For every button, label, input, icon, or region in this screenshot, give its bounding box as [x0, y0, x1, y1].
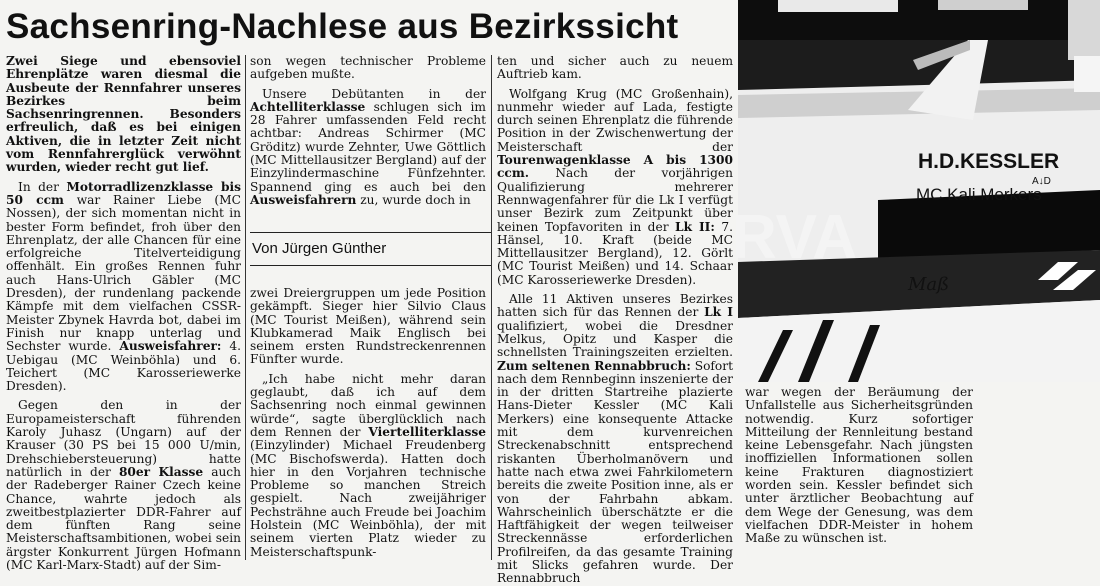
column-divider	[491, 55, 492, 560]
race-car-illustration	[732, 0, 1100, 382]
paragraph-50ccm	[6, 181, 241, 394]
article-column-4	[745, 386, 973, 567]
class-name: Lk II:	[675, 219, 715, 234]
paragraph-viertelliter	[250, 373, 486, 559]
class-name: 80er Klasse	[118, 464, 204, 479]
text: Gegen den in der Europameisterschaft führenden Karoly Juhasz (Ungarn) auf der Krauser (30 PS bei 15 000 U/min, Drehschiebersteuerung) hatte natürlich in der	[6, 398, 241, 479]
club-text: MC Kali Merkers	[916, 185, 1042, 204]
paragraph-rennabbruch-end: war wegen der Beräumung der Unfallstelle aus Sicherheitsgründen notwendig. Kurz sofortiger Mitteilung der Rennleitung bestand keine Lebensgefahr. Nach jüngsten inoffiziellen Informationen sollen keine Frakturen diagnostiziert worden sein. Kessler befindet sich unter ärztlicher Beobachtung auf dem Wege der Genesung, was dem vielfachen DDR-Meister in hohem Maße zu wünschen ist.	[745, 385, 973, 546]
paragraph-dreiergruppen: zwei Dreiergruppen um jede Position gekämpft. Sieger hier Silvio Claus (MC Tourist Meißen), während sein Klubkamerad Maik Englisch bei seinem ersten Rundstreckenrennen Fünfter wurde.	[250, 286, 486, 367]
paragraph-continuation: son wegen technischer Probleme aufgeben mußte.	[250, 54, 486, 82]
paragraph-80er	[6, 399, 241, 572]
paragraph-continuation: ten und sicher auch zu neuem Auftrieb kam.	[497, 54, 733, 82]
text: Alle 11 Aktiven unseres Bezirkes hatten sich für das Rennen der	[497, 292, 733, 320]
text: 7. Hänsel, 10. Kraft (beide MC Mittellausitzer Bergland), 12. Görlt (MC Tourist Meißen) und 14. Schaar (MC Karosseriewerke Dresden).	[497, 219, 733, 287]
text: qualifiziert, wobei die Dresdner Melkus, Opitz und Kasper die schnellsten Trainingszeiten erzielten.	[497, 318, 733, 360]
article-headline: Sachsenring-Nachlese aus Bezirkssicht	[6, 7, 679, 46]
class-name: Viertelliterklasse	[368, 424, 486, 439]
class-name: Lk I	[704, 305, 733, 320]
article-column-2-top	[250, 55, 486, 227]
text: auch der Radeberger Rainer Czech keine Chance, wahrte jedoch als zweitbestplazierter DDR-Fahrer auf dem fünften Rang seine Meisterschaftsambitionen, wobei sein ärgster Konkurrent Jürgen Hofmann (MC Karl-Marx-Stadt) auf der Sim-	[6, 464, 241, 572]
text: (Einzylinder) Michael Freudenberg (MC Bischofswerda). Hatten doch hier in den Vorjahren technische Probleme so manchen Streich gespielt. Nach zweijähriger Pechsträhne auch Freude bei Joachim Holstein (MC Weinböhla), der mit seinem vierten Platz wieder zu Meisterschaftspunk-	[250, 438, 486, 559]
article-column-2-bottom	[250, 287, 486, 567]
class-name: Tourenwagenklasse A bis 1300 ccm.	[497, 153, 733, 181]
author-byline: Von Jürgen Günther	[250, 232, 492, 266]
text: zu, wurde doch in	[356, 192, 471, 207]
text: schlugen sich im 28 Fahrer umfassenden Feld recht achtbar: Andreas Schirmer (MC Gröditz) wurde Zehnter, Uwe Göttlich (MC Mittellausitzer Bergland) auf der Einzylindermaschine Fünfzehnter. Spannend ging es auch bei den	[250, 99, 486, 194]
class-name: Achtelliterklasse	[250, 99, 366, 114]
highlight-text: Ausweisfahrern	[250, 192, 357, 207]
text: Unsere Debütanten in der	[262, 86, 486, 101]
lead-paragraph: Zwei Siege und ebensoviel Ehrenplätze waren diesmal die Ausbeute der Rennfahrer unseres Bezirkes beim Sachsenringrennen. Besonders erfreulich, daß es bei einigen Aktiven, die in letzter Zeit nicht vom Rennfahrerglück verwöhnt wurden, wieder recht gut lief.	[6, 54, 241, 175]
text: Sofort nach dem Rennbeginn inszenierte der in der dritten Startreihe plazierte Hans-Dieter Kessler (MC Kali Merkers) eine konsequente Attacke mit dem kurvenreichen Streckenabschnitt entsprechend riskanten Überholmanövern und hatte nach etwa zwei Fahrkilometern bereits die zweite Position inne, als er von der Fahrbahn abkam. Wahrscheinlich überschätzte er die Haftfähigkeit der wegen teilweiser Streckennässe erforderlichen Profilreifen, da das gesamte Training mit Slicks gefahren wurde. Der Rennabbruch	[497, 358, 733, 586]
class-name: Motorradlizenzklasse bis 50 ccm	[6, 179, 241, 207]
paragraph-lk1	[497, 293, 733, 586]
paragraph-tourenwagen	[497, 88, 733, 287]
sponsor-text: H.D.KESSLER	[918, 150, 1060, 173]
race-car-photo	[732, 0, 1100, 382]
article-column-3	[497, 54, 733, 586]
car-script-lettering: Maß	[908, 274, 950, 295]
text: 4. Uebigau (MC Weinböhla) und 6. Teichert (MC Karosseriewerke Dresden).	[6, 339, 241, 394]
sponsor-logo-text: A↓D	[1032, 176, 1051, 187]
highlight-text: Zum seltenen Rennabbruch:	[497, 358, 691, 373]
text: Nach der vorjährigen Qualifizierung mehrerer Rennwagenfahrer für die Lk I verfügt unser Bezirk zum Zeitpunkt über keinen Topfavoriten in der	[497, 166, 733, 234]
text: In der	[18, 179, 67, 194]
text: „Ich habe nicht mehr daran geglaubt, daß ich auf dem Sachsenring noch einmal gewinnen würde“, sagte überglücklich nach dem Rennen der	[250, 371, 486, 439]
article-column-1	[6, 54, 241, 572]
column-divider	[245, 55, 246, 560]
highlight-text: Ausweisfahrer:	[119, 339, 222, 354]
paragraph-achtelliter	[250, 88, 486, 208]
car-side-lettering: RVA	[732, 203, 858, 272]
text: war Rainer Liebe (MC Nossen), der sich momentan nicht in bester Form befindet, froh über den Ehrenplatz, der alle Chancen für eine erfolgreiche Titelverteidigung offenhält. Ein großes Rennen fuhr auch Hans-Ulrich Gäbler (MC Dresden), der rundenlang packende Kämpfe mit dem vielfachen CSSR-Meister Zbynek Havrda bot, dabei im Finish nur knapp unterlag und Sechster wurde.	[6, 192, 241, 354]
text: Wolfgang Krug (MC Großenhain), nunmehr wieder auf Lada, festigte durch seinen Ehrenplatz die führende Position in der Zwischenwertung der Meisterschaft der	[497, 86, 733, 154]
